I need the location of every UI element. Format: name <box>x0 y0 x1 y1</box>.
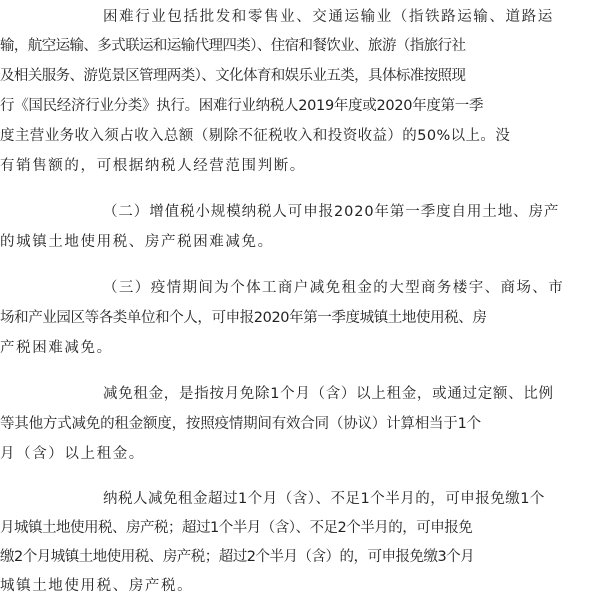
text-line: 月（含）以上租金。 <box>0 446 145 462</box>
text-line: 行《国民经济行业分类》执行。困难行业纳税人2019年度或2020年度第一季 <box>0 98 484 114</box>
text-line: 纳税人减免租金超过1个月（含）、不足1个半月的，可申报免缴1个 <box>103 491 545 507</box>
text-line: 的城镇土地使用税、房产税困难减免。 <box>0 234 274 250</box>
text-line: （三）疫情期间为个体工商户减免租金的大型商务楼宇、商场、市 <box>103 280 565 296</box>
text-line: 缴2个月城镇土地使用税、房产税；超过2个半月（含）的，可申报免缴3个月 <box>0 549 475 565</box>
text-line: 度主营业务收入须占收入总额（剔除不征税收入和投资收益）的50%以上。没 <box>0 128 511 144</box>
text-line: 及相关服务、游览景区管理两类）、文化体育和娱乐业五类，具体标准按照现 <box>0 68 466 84</box>
text-line: 输，航空运输、多式联运和运输代理四类）、住宿和餐饮业、旅游（指旅行社 <box>0 38 466 54</box>
text-line: 减免租金，是指按月免除1个月（含）以上租金，或通过定额、比例 <box>103 386 554 402</box>
text-line: 月城镇土地使用税、房产税；超过1个半月（含）、不足2个半月的，可申报免 <box>0 520 473 536</box>
text-line: 等其他方式减免的租金额度，按照疫情期间有效合同（协议）计算相当于1个 <box>0 416 481 432</box>
text-line: 困难行业包括批发和零售业、交通运输业（指铁路运输、道路运 <box>103 9 554 25</box>
text-line: （二）增值税小规模纳税人可申报2020年第一季度自用土地、房产 <box>103 204 560 220</box>
text-line: 有销售额的，可根据纳税人经营范围判断。 <box>0 158 306 174</box>
text-line: 产税困难减免。 <box>0 340 113 356</box>
text-line: 城镇土地使用税、房产税。 <box>0 578 194 594</box>
text-line: 场和产业园区等各类单位和个人，可申报2020年第一季度城镇土地使用税、房 <box>0 310 487 326</box>
